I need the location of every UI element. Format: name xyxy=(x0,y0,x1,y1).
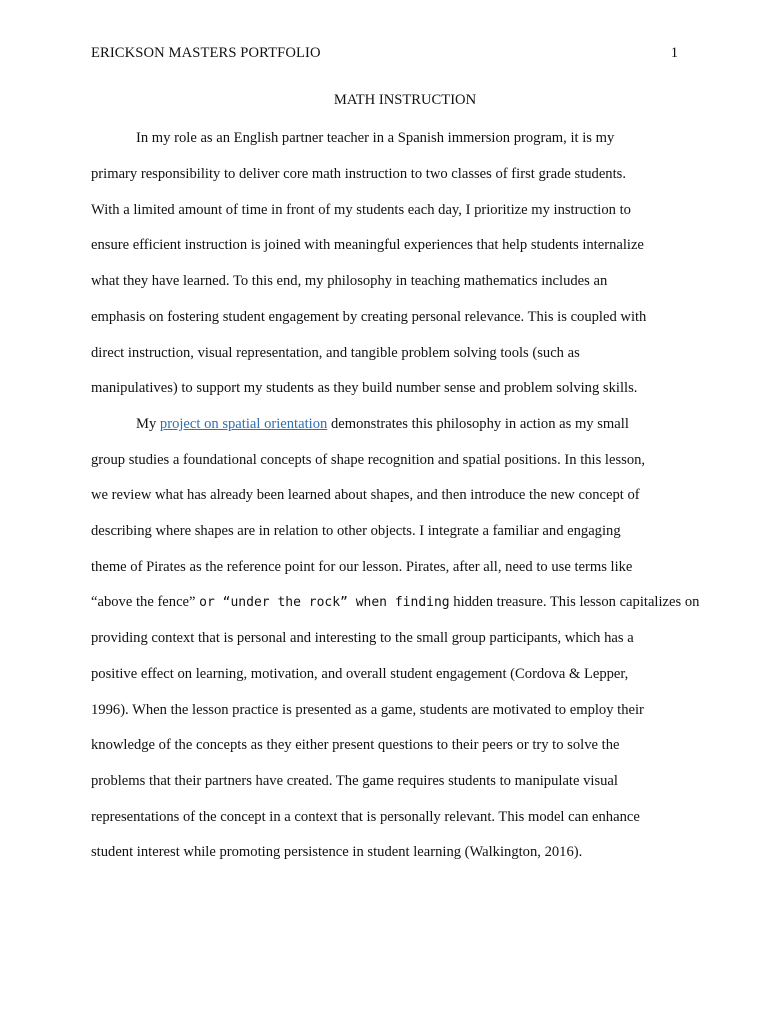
paragraph-2-text: demonstrates this philosophy in action as my small xyxy=(327,416,629,432)
paragraph-2-line: describing where shapes are in relation to other objects. I integrate a familiar and engaging xyxy=(91,523,621,539)
paragraph-2-line: representations of the concept in a context that is personally relevant. This model can enhance xyxy=(91,809,640,825)
paragraph-2-line: group studies a foundational concepts of shape recognition and spatial positions. In this lesson, xyxy=(91,452,646,468)
paragraph-1-line: In my role as an English partner teacher in a Spanish immersion program, it is my xyxy=(136,130,615,146)
page-number: 1 xyxy=(670,45,678,61)
paragraph-1-line: what they have learned. To this end, my philosophy in teaching mathematics includes an xyxy=(91,273,608,289)
paragraph-1-line: emphasis on fostering student engagement by creating personal relevance. This is coupled with xyxy=(91,309,647,325)
paragraph-2-line: problems that their partners have created. The game requires students to manipulate visual xyxy=(91,773,618,789)
paragraph-1-line: primary responsibility to deliver core math instruction to two classes of first grade students. xyxy=(91,166,626,182)
section-title: MATH INSTRUCTION xyxy=(333,92,477,108)
paragraph-2-line xyxy=(136,414,629,434)
running-head: ERICKSON MASTERS PORTFOLIO xyxy=(91,45,321,61)
paragraph-1-line: ensure efficient instruction is joined with meaningful experiences that help students internalize xyxy=(91,237,644,253)
paragraph-1-line: With a limited amount of time in front of my students each day, I prioritize my instruction to xyxy=(91,202,631,218)
paragraph-2-text: “above the fence” xyxy=(91,594,200,610)
paragraph-2-text: hidden treasure. This lesson capitalizes on xyxy=(449,594,700,610)
paragraph-2-line: positive effect on learning, motivation, and overall student engagement (Cordova & Lepper, xyxy=(91,666,629,682)
paragraph-1-line: manipulatives) to support my students as they build number sense and problem solving skills. xyxy=(91,380,638,396)
paragraph-1-line: direct instruction, visual representation, and tangible problem solving tools (such as xyxy=(91,345,580,361)
paragraph-2-line: knowledge of the concepts as they either present questions to their peers or try to solve the xyxy=(91,737,620,753)
paragraph-2-line: providing context that is personal and interesting to the small group participants, which has a xyxy=(91,630,634,646)
spatial-orientation-link[interactable]: project on spatial orientation xyxy=(159,416,328,432)
paragraph-2-text-alt-font: or “under the rock” when finding xyxy=(199,595,450,610)
paragraph-2-line: 1996). When the lesson practice is presented as a game, students are motivated to employ their xyxy=(91,702,644,718)
paragraph-2-line: we review what has already been learned about shapes, and then introduce the new concept of xyxy=(91,487,640,503)
paragraph-2-line: theme of Pirates as the reference point for our lesson. Pirates, after all, need to use terms like xyxy=(91,559,633,575)
paragraph-2-line: student interest while promoting persistence in student learning (Walkington, 2016). xyxy=(91,844,583,860)
paragraph-2-line xyxy=(91,592,699,613)
paragraph-2-text: My xyxy=(136,416,160,432)
